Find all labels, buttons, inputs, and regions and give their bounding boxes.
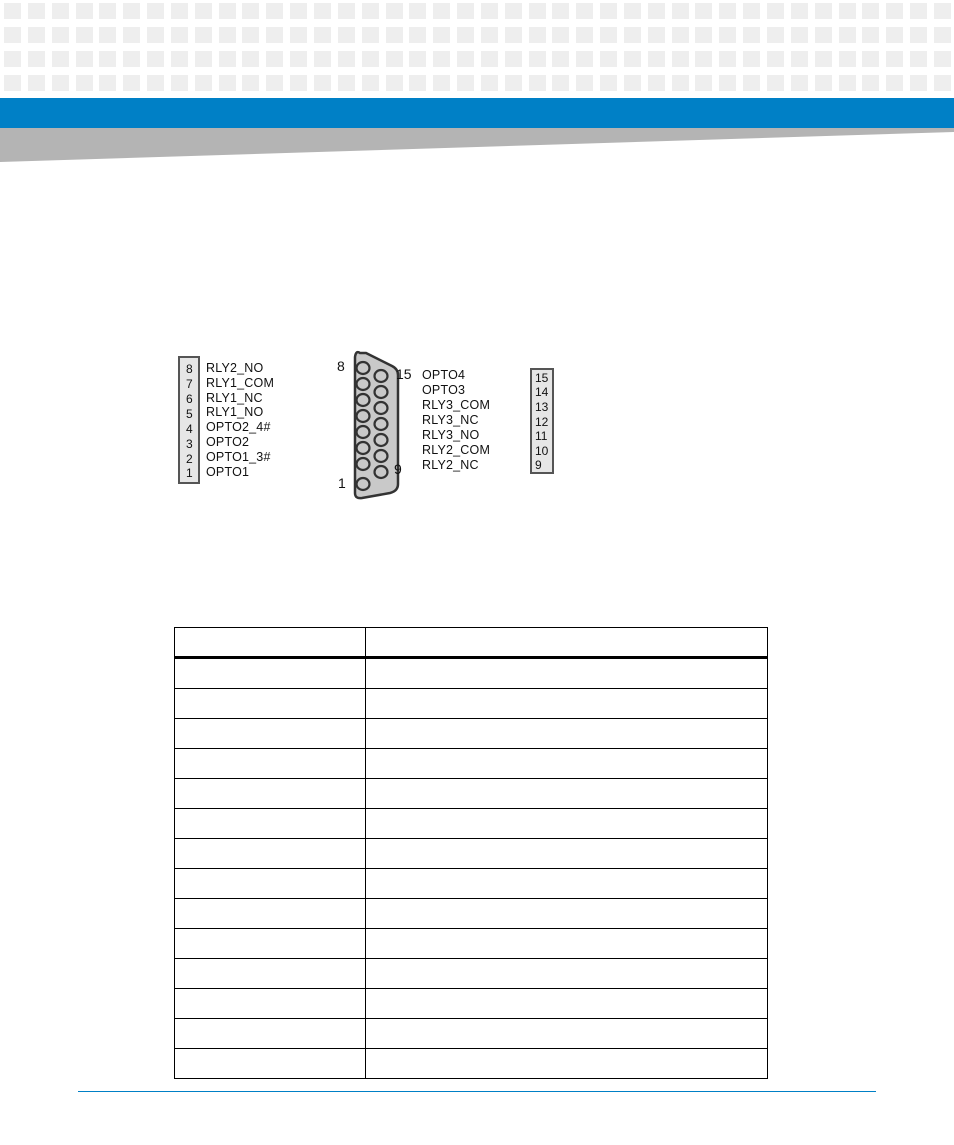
header-tile	[791, 75, 808, 91]
table-cell	[175, 689, 366, 719]
header-tile	[648, 27, 665, 43]
header-tile	[600, 3, 617, 19]
header-tile	[433, 27, 450, 43]
header-tile	[242, 75, 259, 91]
table-row	[175, 839, 768, 869]
header-tile	[934, 27, 951, 43]
header-tile	[28, 3, 45, 19]
table-cell	[366, 839, 768, 869]
header-tile	[839, 27, 856, 43]
table-row	[175, 1019, 768, 1049]
table-row	[175, 658, 768, 689]
header-tile	[219, 3, 236, 19]
header-tile	[576, 51, 593, 67]
table-cell	[366, 959, 768, 989]
header-tile	[386, 51, 403, 67]
header-tile	[457, 51, 474, 67]
table-cell	[366, 719, 768, 749]
dsub-15-connector	[340, 345, 400, 500]
header-tile	[552, 51, 569, 67]
header-tile	[934, 3, 951, 19]
header-tile	[815, 3, 832, 19]
table-cell	[175, 1049, 366, 1079]
header-tile	[552, 75, 569, 91]
header-tile	[409, 27, 426, 43]
header-tile	[195, 27, 212, 43]
header-tile	[910, 51, 927, 67]
header-tile	[219, 51, 236, 67]
header-tile	[529, 27, 546, 43]
table-cell	[366, 869, 768, 899]
header-tile	[743, 27, 760, 43]
header-tile	[76, 3, 93, 19]
signal-label: RLY3_NC	[422, 413, 479, 427]
header-tile	[147, 3, 164, 19]
table-row	[175, 869, 768, 899]
header-tile	[242, 51, 259, 67]
header-tile	[862, 3, 879, 19]
header-tile	[171, 75, 188, 91]
header-tile	[362, 27, 379, 43]
table-row	[175, 749, 768, 779]
header-tile	[719, 75, 736, 91]
pin-number: 6	[186, 392, 193, 406]
pin-number: 10	[535, 444, 549, 458]
header-tile	[76, 75, 93, 91]
table-cell	[175, 749, 366, 779]
header-tile	[505, 27, 522, 43]
header-tile	[4, 3, 21, 19]
header-tile	[314, 75, 331, 91]
header-tile	[576, 27, 593, 43]
header-tile	[266, 51, 283, 67]
header-tile	[743, 51, 760, 67]
header-tile	[362, 75, 379, 91]
header-tile	[457, 75, 474, 91]
header-tile	[576, 75, 593, 91]
table-header-row	[175, 628, 768, 658]
header-tile	[338, 27, 355, 43]
header-tile	[28, 51, 45, 67]
header-tile	[600, 75, 617, 91]
header-tile	[481, 27, 498, 43]
header-tile-pattern	[0, 0, 954, 101]
header-tile	[290, 51, 307, 67]
signal-label: RLY1_COM	[206, 376, 275, 390]
table-row	[175, 719, 768, 749]
header-tile	[314, 51, 331, 67]
header-tile	[886, 51, 903, 67]
header-tile	[910, 3, 927, 19]
signal-label: OPTO1_3#	[206, 450, 271, 464]
header-tile	[600, 27, 617, 43]
header-tile	[862, 75, 879, 91]
header-tile	[791, 27, 808, 43]
table-row	[175, 779, 768, 809]
header-tile	[123, 51, 140, 67]
table-cell	[366, 749, 768, 779]
header-tile	[266, 27, 283, 43]
signal-label: RLY2_NC	[422, 458, 479, 472]
header-tile	[147, 27, 164, 43]
header-tile	[338, 3, 355, 19]
header-tile	[624, 51, 641, 67]
header-tile	[386, 75, 403, 91]
header-tile	[457, 3, 474, 19]
header-tile	[672, 27, 689, 43]
header-tile	[433, 3, 450, 19]
header-tile	[219, 75, 236, 91]
header-tile	[600, 51, 617, 67]
header-tile	[648, 75, 665, 91]
header-tile	[934, 51, 951, 67]
header-tile	[219, 27, 236, 43]
table-row	[175, 989, 768, 1019]
header-tile	[171, 3, 188, 19]
pin-number: 8	[186, 362, 193, 376]
header-tile	[362, 51, 379, 67]
table-header-cell	[175, 628, 366, 658]
table-cell	[175, 658, 366, 689]
signal-label: OPTO1	[206, 465, 250, 479]
header-tile	[624, 27, 641, 43]
table-row	[175, 1049, 768, 1079]
header-tile	[815, 51, 832, 67]
header-tile	[28, 27, 45, 43]
header-tile	[672, 3, 689, 19]
header-tile	[648, 3, 665, 19]
table-row	[175, 809, 768, 839]
table-cell	[366, 1019, 768, 1049]
header-tile	[505, 51, 522, 67]
header-tile	[266, 3, 283, 19]
header-tile	[886, 3, 903, 19]
header-tile	[481, 51, 498, 67]
table-cell	[366, 779, 768, 809]
header-tile	[242, 3, 259, 19]
header-tile	[839, 75, 856, 91]
header-blue-band	[0, 98, 954, 128]
table-cell	[366, 1049, 768, 1079]
header-tile	[266, 75, 283, 91]
table-row	[175, 899, 768, 929]
table-cell	[366, 989, 768, 1019]
header-tile	[624, 75, 641, 91]
table-row	[175, 959, 768, 989]
table-cell	[366, 689, 768, 719]
pin-number: 11	[535, 429, 548, 443]
dsub-label-pin15: 15	[396, 366, 412, 382]
header-tile	[409, 3, 426, 19]
header-tile	[386, 3, 403, 19]
header-tile	[886, 75, 903, 91]
signal-label: RLY2_NO	[206, 361, 264, 375]
header-tile	[4, 75, 21, 91]
pin-number: 12	[535, 415, 549, 429]
header-tile	[767, 3, 784, 19]
pin-number: 13	[535, 400, 549, 414]
header-tile	[457, 27, 474, 43]
header-tile	[338, 75, 355, 91]
header-tile	[123, 75, 140, 91]
table-cell	[366, 809, 768, 839]
header-tile	[147, 75, 164, 91]
dsub-label-pin9: 9	[394, 461, 402, 477]
header-tile	[529, 3, 546, 19]
header-tile	[695, 3, 712, 19]
footer-rule	[78, 1091, 876, 1092]
table-header-cell	[366, 628, 768, 658]
header-tile	[195, 3, 212, 19]
table-cell	[175, 719, 366, 749]
header-tile	[290, 3, 307, 19]
header-tile	[815, 75, 832, 91]
table-cell	[175, 809, 366, 839]
header-tile	[767, 51, 784, 67]
signal-label: OPTO3	[422, 383, 466, 397]
header-tile	[481, 3, 498, 19]
table-cell	[175, 929, 366, 959]
signal-label: RLY1_NO	[206, 405, 264, 419]
header-tile	[52, 51, 69, 67]
header-tile	[529, 51, 546, 67]
header-tile	[910, 27, 927, 43]
header-tile	[433, 75, 450, 91]
header-tile	[386, 27, 403, 43]
header-tile	[290, 75, 307, 91]
header-tile	[52, 27, 69, 43]
header-tile	[4, 27, 21, 43]
signal-label: OPTO2_4#	[206, 420, 271, 434]
signal-label: RLY1_NC	[206, 391, 263, 405]
table-cell	[175, 899, 366, 929]
header-tile	[171, 51, 188, 67]
pin-number: 3	[186, 437, 193, 451]
header-tile	[123, 27, 140, 43]
header-tile	[576, 3, 593, 19]
pin-number: 4	[186, 422, 193, 436]
pin-number: 14	[535, 385, 549, 399]
header-tile	[552, 27, 569, 43]
header-tile	[338, 51, 355, 67]
pin-number: 1	[186, 466, 193, 480]
header-tile	[767, 75, 784, 91]
header-tile	[862, 51, 879, 67]
header-tile	[815, 27, 832, 43]
table-row	[175, 929, 768, 959]
dsub-label-pin8: 8	[337, 358, 345, 374]
signal-label: OPTO4	[422, 368, 466, 382]
header-tile	[934, 75, 951, 91]
pin-number: 5	[186, 407, 193, 421]
header-tile	[719, 27, 736, 43]
header-tile	[886, 27, 903, 43]
table-cell	[175, 959, 366, 989]
pin-number: 7	[186, 377, 193, 391]
header-tile	[28, 75, 45, 91]
header-tile	[862, 27, 879, 43]
table-cell	[175, 779, 366, 809]
header-tile	[123, 3, 140, 19]
header-tile	[290, 27, 307, 43]
table-cell	[366, 658, 768, 689]
pinout-table	[174, 627, 768, 1079]
pin-number: 2	[186, 452, 193, 466]
header-tile	[910, 75, 927, 91]
header-tile	[195, 51, 212, 67]
header-tile	[99, 51, 116, 67]
dsub-label-pin1: 1	[338, 475, 346, 491]
header-tile	[52, 75, 69, 91]
header-tile	[743, 3, 760, 19]
header-tile	[409, 51, 426, 67]
header-tile	[672, 75, 689, 91]
header-tile	[624, 3, 641, 19]
header-tile	[839, 51, 856, 67]
header-tile	[99, 3, 116, 19]
header-tile	[314, 27, 331, 43]
header-tile	[505, 3, 522, 19]
table-row	[175, 689, 768, 719]
header-tile	[99, 27, 116, 43]
table-cell	[175, 869, 366, 899]
header-tile	[76, 27, 93, 43]
header-tile	[481, 75, 498, 91]
pin-number: 9	[535, 458, 542, 472]
header-tile	[99, 75, 116, 91]
signal-label: OPTO2	[206, 435, 250, 449]
header-tile	[695, 27, 712, 43]
signal-label: RLY3_COM	[422, 398, 491, 412]
header-tile	[695, 51, 712, 67]
header-tile	[839, 3, 856, 19]
header-tile	[314, 3, 331, 19]
header-tile	[743, 75, 760, 91]
header-tile	[147, 51, 164, 67]
header-tile	[648, 51, 665, 67]
header-tile	[433, 51, 450, 67]
header-tile	[76, 51, 93, 67]
header-tile	[409, 75, 426, 91]
header-tile	[552, 3, 569, 19]
header-tile	[672, 51, 689, 67]
table-cell	[366, 929, 768, 959]
table-cell	[366, 899, 768, 929]
header-tile	[719, 51, 736, 67]
header-tile	[719, 3, 736, 19]
header-tile	[52, 3, 69, 19]
header-tile	[767, 27, 784, 43]
header-tile	[171, 27, 188, 43]
table-cell	[175, 1019, 366, 1049]
pin-number: 15	[535, 371, 549, 385]
header-tile	[791, 3, 808, 19]
header-tile	[695, 75, 712, 91]
header-tile	[242, 27, 259, 43]
header-tile	[195, 75, 212, 91]
table-cell	[175, 839, 366, 869]
header-tile	[4, 51, 21, 67]
header-gray-wedge	[0, 128, 954, 162]
table-cell	[175, 989, 366, 1019]
header-tile	[529, 75, 546, 91]
signal-label: RLY2_COM	[422, 443, 491, 457]
header-tile	[791, 51, 808, 67]
signal-label: RLY3_NO	[422, 428, 480, 442]
header-tile	[362, 3, 379, 19]
header-tile	[505, 75, 522, 91]
